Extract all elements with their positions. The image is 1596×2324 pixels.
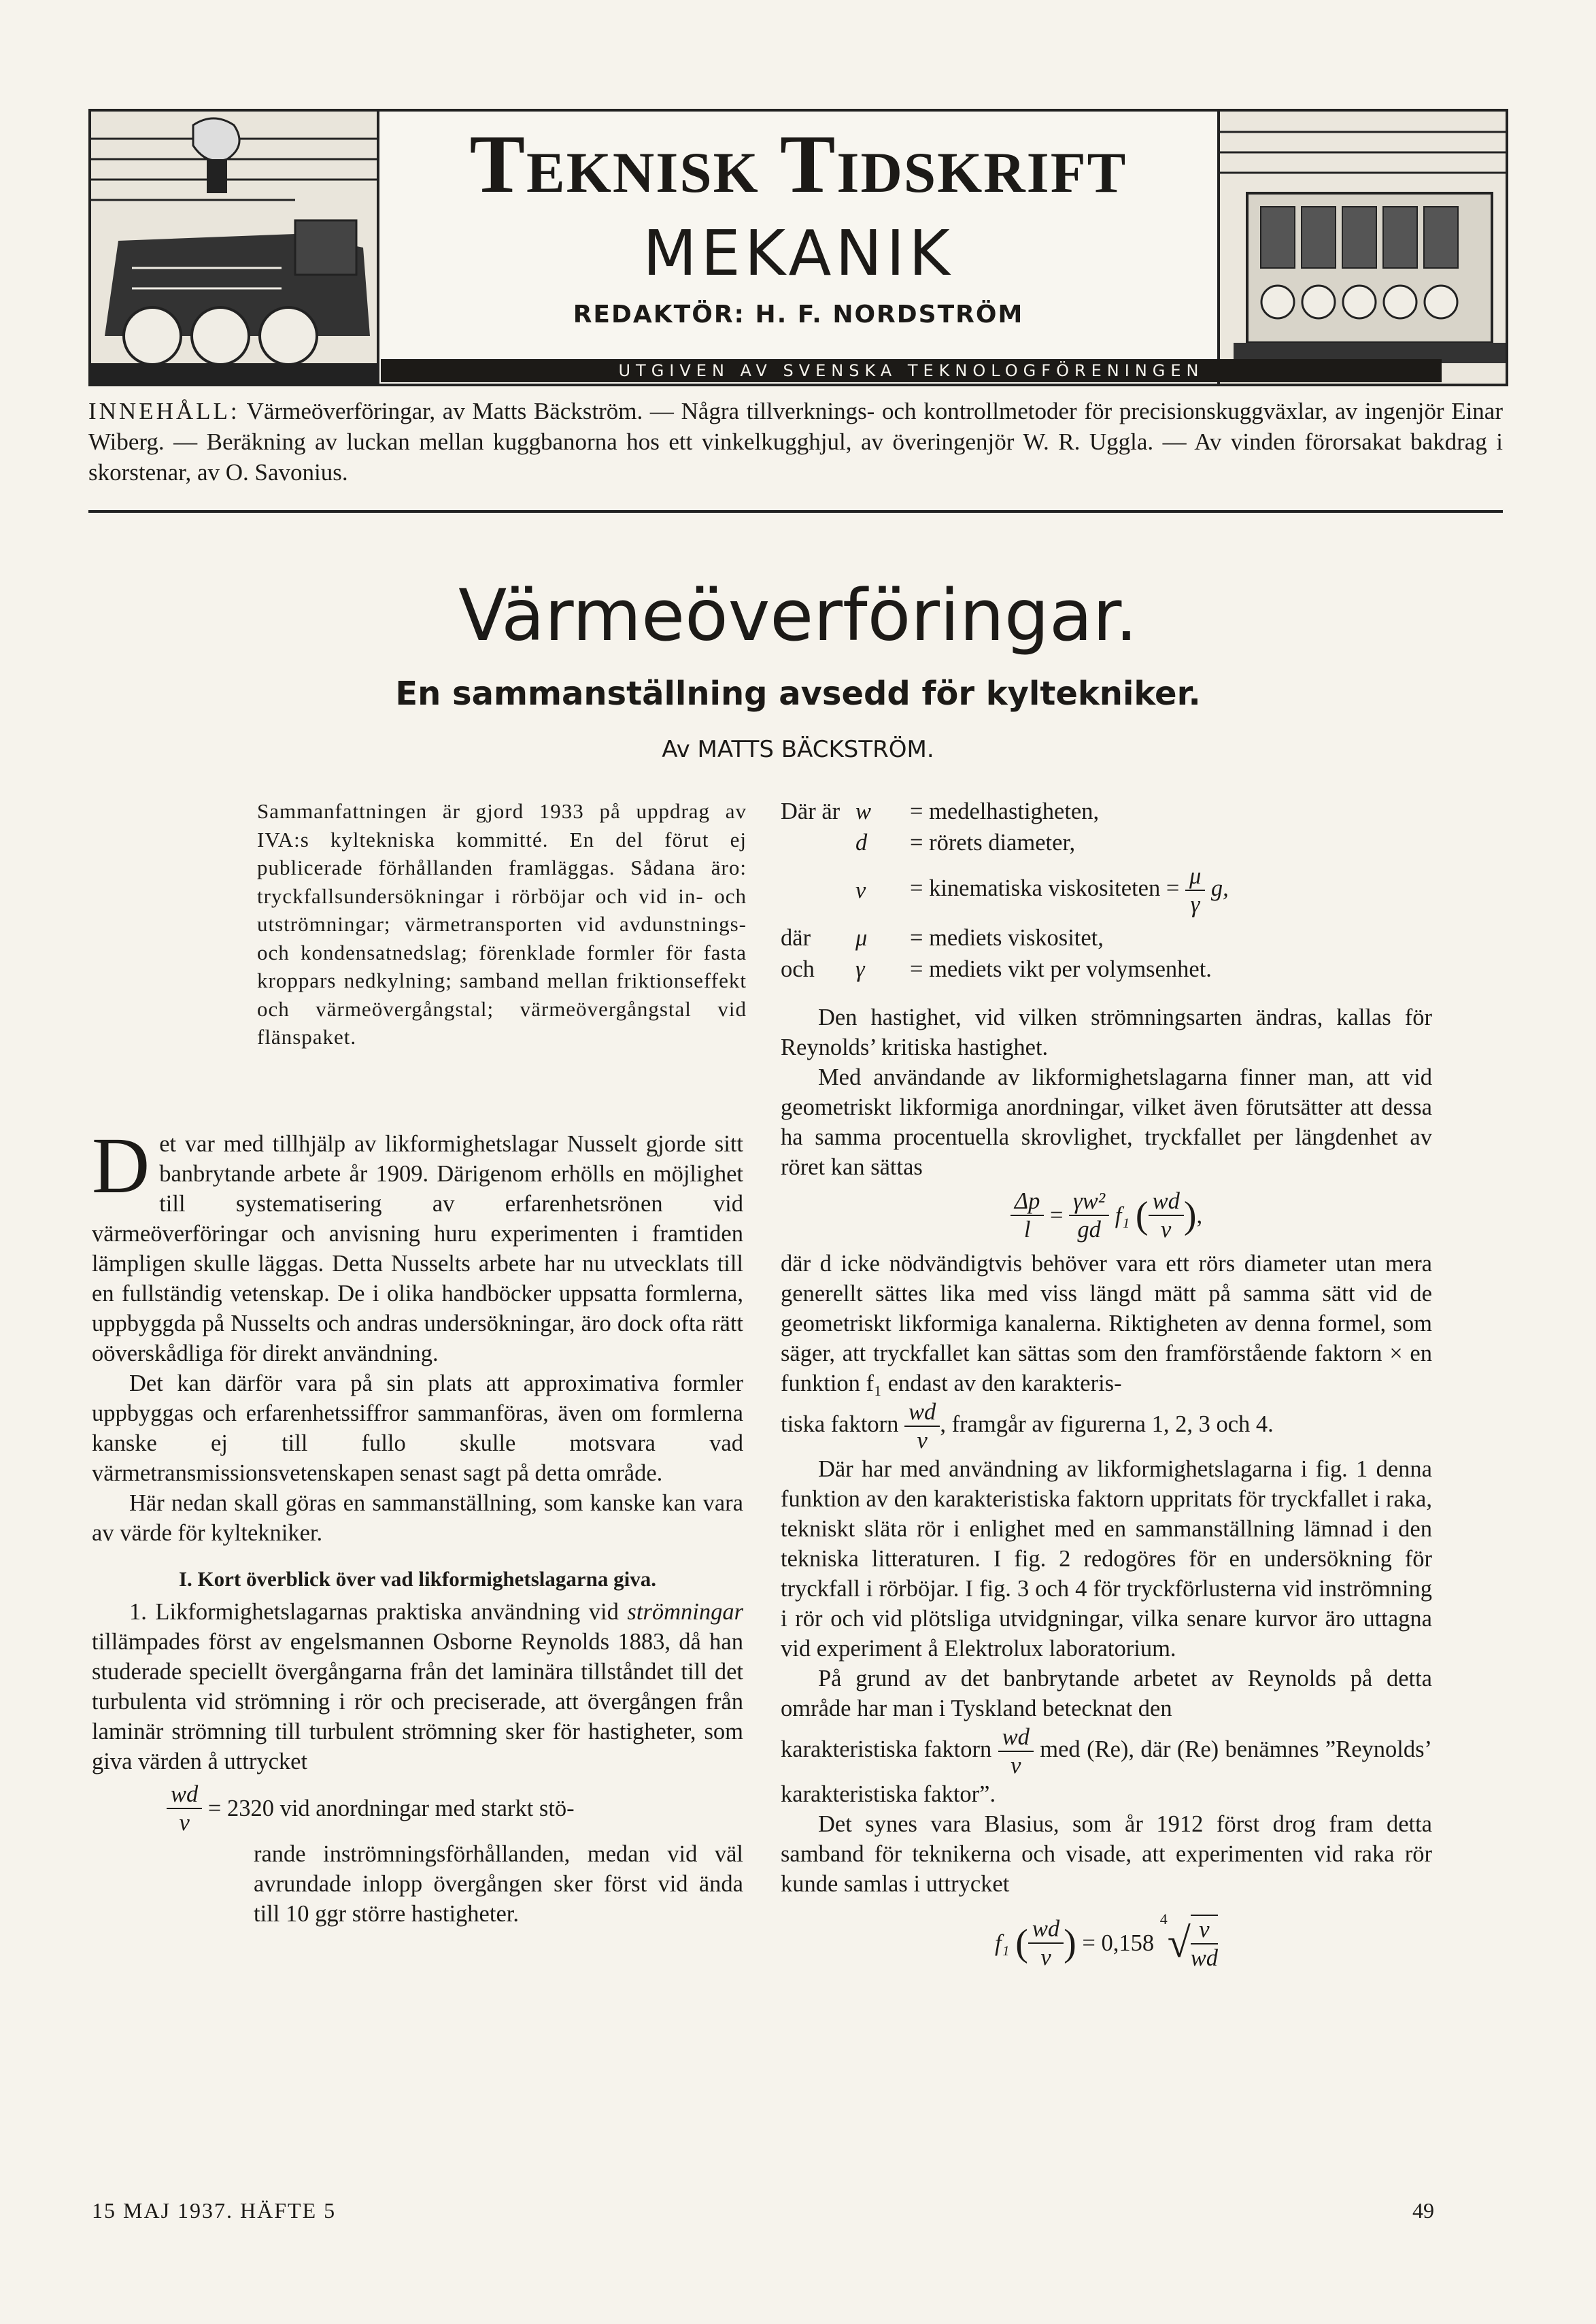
right-column [781,796,1432,1977]
paragraph: Här nedan skall göras en sammanställning, som kanske kan vara av värde för kyltekniker. [92,1490,743,1546]
masthead [88,109,1508,386]
masthead-center [379,112,1217,384]
drop-cap: D [92,1121,150,1210]
paragraph: där d icke nödvändigtvis behöver vara ett rörs diameter utan mera generellt sättes lika med viss längd mätt på samma sätt vid de geometriskt likformiga kanalerna. Riktigheten av denna formel, som säger, att tryckfallet kan sättas som den framförstående faktorn × en funktion f₁ endast av den karakteris- [781,1251,1432,1396]
engine-illustration [1217,112,1506,384]
paragraph: Det synes vara Blasius, som år 1912 först drog fram detta samband för teknikerna och visade, att experimenten vid raka rör kunde samlas i uttrycket [781,1811,1432,1897]
divider [88,510,1503,513]
section-title: MEKANIK [643,217,954,290]
locomotive-illustration [91,112,379,384]
article-title: Värmeöverföringar. [458,574,1138,657]
left-column [92,1121,744,1929]
article-summary: Sammanfattningen är gjord 1933 på uppdrag av IVA:s kyltekniska kommitté. En del förut ej publicerade förhållanden framläggas. Sådana äro: tryckfallsundersökningar i rörböjar och vid in- och utströmningar; värmetransporten vid avdunstnings- och kondensatnedslag; förenklade formler för fasta kroppars nedkylning; samband mellan friktionseffekt och värmeövergångstal; värmeövergångstal vid flänspaket. [257,799,747,1049]
fraction: $\frac{wd}{\nu}$ [904,1398,940,1454]
page-number: 49 [1412,2198,1434,2223]
paragraph: 1. Likformighetslagarnas praktiska användning vid strömningar tillämpades först av engelsmannen Osborne Reynolds 1883, då han studerade speciellt övergångarna från det laminära tillståndet till det turbulenta vid strömning i rör och preciserade, att övergången från laminär strömning till turbulent strömning sker för hastigheter, som giva värden å uttrycket [92,1599,744,1774]
paragraph: På grund av det banbrytande arbetet av Reynolds på detta område har man i Tyskland betecknat den [781,1666,1432,1721]
issue-date: 15 MAJ 1937. HÄFTE 5 [92,2198,337,2223]
definitions-table [781,796,1229,985]
paragraph: tiska faktorn $\frac{wd}{\nu}$ , framgår av figurerna 1, 2, 3 och 4. [781,1399,1274,1453]
paragraph: karakteristiska faktorn $\frac{wd}{\nu}$ med (Re), där (Re) benämnes ”Reynolds’ karakteristiska faktor”. [781,1724,1433,1807]
reynolds-equation: $\frac{wd}{\nu}$ = 2320 vid anordningar med starkt stö- [92,1781,743,1836]
paragraph: Med användande av likformighetslagarna finner man, att vid geometriskt likformiga anordningar, vilket även förutsätter att dessa ha samma procentuella skrovlighet, tryckfallet per längdenhet av röret kan sättas [781,1064,1432,1180]
section-heading: I. Kort överblick över vad likformighetslagarna giva. [178,1567,657,1591]
editor-line: REDAKTÖR: H. F. NORDSTRÖM [573,301,1024,329]
article-byline: Av MATTS BÄCKSTRÖM. [662,736,934,763]
paragraph: Det kan därför vara på sin plats att approximativa formler uppbyggas och erfarenhetssiffror sammanföras, även om formlerna kanske ej till fullo skulle motsvara vad värmetransmissionsvetenskapen senast sagt på detta område. [92,1370,743,1486]
intro-paragraph: Det var med tillhjälp av likformighetslagar Nusselt gjorde sitt banbrytande arbete år 1909. Därigenom erhölls en möjlighet till systematisering av erfarenhetsrönen vid värmeöverföringar och anvisning huru experimenten i framtiden lämpligen skulle läggas. Detta Nusselts arbete har nu utvecklats till en fullständig vetenskap. De i olika handböcker uppsatta formlerna, uppbyggda på Nusselts och andras undersökningar, äro dock ofta rätt oöverskådliga för direkt användning. [92,1121,743,1366]
paragraph: rande inströmningsförhållanden, medan vid väl avrundade inlopp övergången sker först vid ända till 10 ggr större hastigheter. [254,1841,743,1927]
definition-row: d = rörets diameter, [855,830,1076,856]
contents-text: Värmeöverföringar, av Matts Bäckström. — Några tillverknings- och kontrollmetoder för precisionskuggväxlar, av ingenjör Einar Wiberg. — Beräkning av luckan mellan kuggbanorna hos ett vinkelkugghjul, av överingenjör W. R. Uggla. — Av vinden förorsakat bakdrag i skorstenar, av O. Savonius. [88,398,1503,486]
pressure-drop-equation: $\frac{\Delta p}{l}$ = $\frac{\text{γw²}}{gd}$ f₁ ( $\frac{wd}{\nu}$ ), [781,1188,1432,1243]
fraction: $\frac{\mu}{\gamma}$ [1185,862,1205,918]
table-of-contents [88,396,1503,488]
definition-row: där μ = mediets viskositet, [781,925,1104,951]
contents-label: INNEHÅLL: [88,398,240,424]
article-subtitle: En sammanställning avsedd för kyltekniker. [395,675,1201,713]
fraction: $\frac{wd}{\nu}$ [167,1781,202,1836]
definition-row: och γ = mediets vikt per volymsenhet. [781,956,1212,982]
blasius-equation: f₁ ( $\frac{wd}{\nu}$ ) = 0,158 $^4$√ $\frac{\nu}{wd}$ [994,1910,1219,1972]
definition-row: Där är w = medelhastigheten, [781,798,1100,824]
definition-row: ν = kinematiska viskositeten = $\frac{\mu}{\gamma}$ g, [855,863,1229,917]
journal-title: Teknisk Tidskrift [469,118,1127,210]
publisher-banner: UTGIVEN AV SVENSKA TEKNOLOGFÖRENINGEN [381,359,1442,382]
paragraph: Där har med användning av likformighetslagarna i fig. 1 denna funktion av den karakteristiska faktorn uppritats för tryckfallet i raka, tekniskt släta rör i enlighet med en sammanställning lämnad i den tekniska litteraturen. I fig. 2 redogöres för en undersökning för tryckfall i rörböjar. I fig. 3 och 4 för tryckförlusterna vid inströmning i rör och vid plötsliga utvidgningar, vilka senare kurvor äro uttagna vid experiment å Elektrolux laboratorium. [781,1456,1432,1662]
paragraph: Den hastighet, vid vilken strömningsarten ändras, kallas för Reynolds’ kritiska hastighet. [781,1005,1432,1060]
fraction: $\frac{wd}{\nu}$ [998,1723,1034,1779]
